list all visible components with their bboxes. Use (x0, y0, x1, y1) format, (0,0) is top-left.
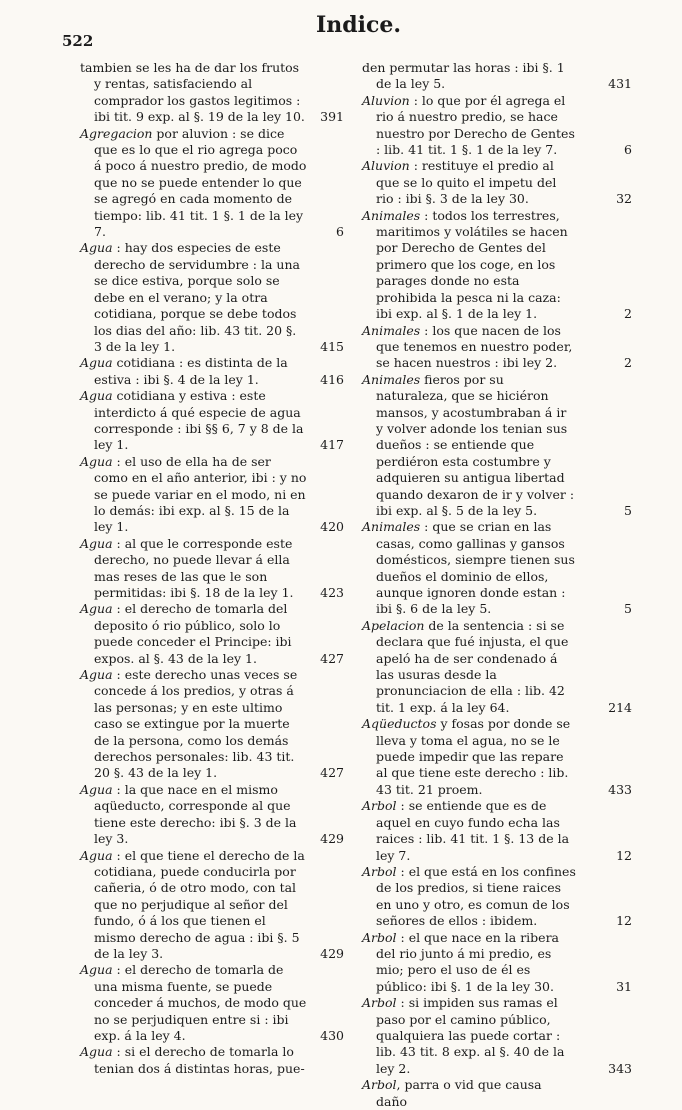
index-entry (80, 667, 344, 782)
entry-page-ref: 2 (624, 306, 632, 322)
entry-page-ref: 32 (616, 191, 632, 207)
entry-page-ref: 415 (320, 338, 344, 354)
entry-text: cotidiana : es distinta de la estiva : ibi §. 4 de la ley 1. (94, 355, 288, 387)
index-entry (80, 453, 344, 536)
index-entry (362, 929, 632, 996)
index-entry (80, 1044, 338, 1077)
index-entry (80, 388, 344, 454)
entry-page-ref: 12 (616, 913, 632, 929)
entry-text: y fosas por donde se lleva y toma el agua, no se le puede impedir que las repare al que tiene este derecho : lib. 43 tit. 21 proem. (376, 716, 571, 797)
entry-text: den permutar las horas : ibi §. 1 de la ley 5. (362, 60, 565, 92)
entry-term: Agua (80, 1044, 113, 1060)
entry-text: : el derecho de tomarla de una misma fuente, se puede conceder á muchos, de modo que no se perjudiquen entre si : ibi exp. á la ley 4. (94, 962, 307, 1043)
entry-text: : restituye el predio al que se lo quito el impetu del rio : ibi §. 3 de la ley 30. (376, 158, 557, 207)
entry-page-ref: 427 (320, 765, 344, 781)
entry-text: : los que nacen de los que tenemos en nuestro poder, se hacen nuestros : ibi ley 2. (376, 322, 573, 371)
entry-term: Aluvion (362, 158, 410, 174)
entry-text: de la sentencia : si se declara que fué injusta, el que apeló ha de ser condenado á las usuras desde la pronunciacion de ella : lib. 42 tit. 1 exp. á la ley 64. (376, 617, 569, 715)
entry-page-ref: 423 (320, 585, 344, 600)
entry-text: : al que le corresponde este derecho, no puede llevar á ella mas reses de las que le son permitidas: ibi §. 18 de la ley 1. (94, 535, 294, 600)
entry-page-ref: 2 (624, 355, 632, 371)
entry-term: Agua (80, 601, 113, 617)
entry-term: Arbol (362, 1077, 397, 1093)
entry-text: : si impiden sus ramas el paso por el camino público, qualquiera las puede cortar : lib. 43 tit. 8 exp. al §. 40 de la ley 2. (376, 995, 565, 1076)
entry-page-ref: 429 (320, 945, 344, 961)
index-entry (362, 371, 632, 520)
entry-text: : que se crian en las casas, como gallinas y gansos domésticos, siempre tienen sus dueños el dominio de ellos, aunque ignoren donde estan : ibi §. 6 de la ley 5. (376, 519, 575, 617)
entry-text: fieros por su naturaleza, que se hiciéron mansos, y acostumbraban á ir y volver adonde los tenian sus dueños : se entiende que perdiéron esta costumbre y adquieren su antigua libertad quando dexaron de ir y volver : ibi exp. al §. 5 de la ley 5. (376, 371, 575, 518)
entry-page-ref: 416 (320, 371, 344, 387)
index-entry (80, 60, 344, 126)
index-entry (362, 716, 632, 798)
index-entry (362, 519, 632, 617)
index-column-right (362, 60, 632, 1110)
page-title: Indice. (316, 12, 402, 38)
entry-term: Arbol (362, 863, 397, 879)
index-entry (362, 863, 632, 930)
entry-text: : el que tiene el derecho de la cotidiana, puede conducirla por cañeria, ó de otro modo, con tal que no perjudique al señor del fundo, ó á los que tienen el mismo derecho de agua : ibi §. 5 de la ley 3. (94, 847, 305, 961)
entry-text: por aluvion : se dice que es lo que el rio agrega poco á poco á nuestro predio, de modo que no se puede entender lo que se agregó en cada momento de tiempo: lib. 41 tit. 1 §. 1 de la ley 7. (94, 125, 307, 240)
entry-term: Agua (80, 388, 113, 404)
entry-page-ref: 12 (616, 847, 632, 863)
index-entry (80, 535, 344, 602)
entry-term: Agua (80, 847, 113, 863)
index-entry (362, 617, 632, 716)
entry-text: : el que nace en la ribera del rio junto á mi predio, es mio; pero el uso de él es público: ibi §. 1 de la ley 30. (376, 929, 560, 994)
index-entry (362, 1077, 606, 1110)
index-entry (80, 240, 344, 355)
index-entry (362, 322, 632, 372)
entry-term: Arbol (362, 798, 397, 814)
index-entry (80, 125, 344, 241)
entry-text: : todos los terrestres, maritimos y volátiles se hacen por Derecho de Gentes del primero que los coge, en los parages donde no esta prohibida la pesca ni la caza: ibi exp. al §. 1 de la ley 1. (376, 207, 568, 322)
entry-text: : el derecho de tomarla del deposito ó rio público, solo lo puede conceder el Principe: ibi expos. al §. 43 de la ley 1. (94, 601, 292, 666)
entry-text: tambien se les ha de dar los frutos y rentas, satisfaciendo al comprador los gastos legitimos : ibi tit. 9 exp. al §. 19 de la ley 10. (80, 60, 305, 125)
entry-text: : este derecho unas veces se concede á los predios, y otras á las personas; y en este ultimo caso se extingue por la muerte de la persona, como los demás derechos personales: lib. 43 tit. 20 §. 43 de la ley 1. (94, 667, 298, 781)
entry-page-ref: 427 (320, 650, 344, 666)
entry-term: Agua (80, 355, 113, 371)
entry-text: : hay dos especies de este derecho de servidumbre : la una se dice estiva, porque solo se debe en el verano; y la otra cotidiana, porque se debe todos los dias del año: lib. 43 tit. 20 §. 3 de la ley 1. (94, 240, 300, 354)
entry-text: : el que está en los confines de los predios, si tiene raices en uno y otro, es comun de los señores de ellos : ibidem. (376, 863, 576, 929)
entry-term: Agua (80, 781, 113, 797)
entry-text: : el uso de ella ha de ser como en el año anterior, ibi : y no se puede variar en el modo, ni en lo demás: ibi exp. al §. 15 de la ley 1. (94, 453, 307, 535)
entry-page-ref: 417 (320, 437, 344, 453)
entry-term: Agua (80, 962, 113, 978)
index-entry (80, 355, 344, 388)
entry-term: Arbol (362, 929, 397, 945)
index-entry (362, 995, 632, 1077)
entry-page-ref: 214 (608, 699, 632, 715)
entry-text: : si el derecho de tomarla lo tenian dos á distintas horas, pue- (94, 1044, 305, 1076)
entry-page-ref: 420 (320, 519, 344, 535)
entry-text: cotidiana y estiva : este interdicto á qué especie de agua corresponde : ibi §§ 6, 7 y 8 de la ley 1. (94, 388, 304, 453)
page-header (0, 10, 682, 50)
entry-page-ref: 6 (624, 142, 632, 158)
entry-term: Agregacion (80, 125, 153, 141)
index-entry (362, 207, 632, 323)
page-number: 522 (62, 32, 94, 50)
entry-term: Agua (80, 240, 113, 256)
entry-page-ref: 5 (624, 601, 632, 617)
index-entry (362, 92, 632, 159)
entry-page-ref: 5 (624, 502, 632, 518)
entry-page-ref: 31 (616, 978, 632, 994)
entry-page-ref: 433 (608, 781, 632, 797)
entry-term: Animales (362, 371, 421, 387)
entry-term: Aqüeductos (362, 716, 437, 732)
entry-term: Agua (80, 453, 113, 469)
entry-page-ref: 391 (320, 109, 344, 125)
index-entry (80, 847, 344, 963)
entry-page-ref: 431 (608, 76, 632, 92)
entry-term: Agua (80, 535, 113, 551)
index-entry (362, 158, 632, 207)
entry-text: : la que nace en el mismo aqüeducto, corresponde al que tiene este derecho: ibi §. 3 de la ley 3. (94, 781, 297, 847)
index-entry (80, 601, 344, 667)
entry-term: Arbol (362, 995, 397, 1011)
index-entry (362, 60, 632, 93)
entry-page-ref: 430 (320, 1027, 344, 1043)
entry-term: Animales (362, 322, 421, 338)
entry-term: Aluvion (362, 92, 410, 108)
entry-term: Animales (362, 519, 421, 535)
entry-text: : lo que por él agrega el rio á nuestro predio, se hace nuestro por Derecho de Gentes : lib. 41 tit. 1 §. 1 de la ley 7. (376, 92, 575, 158)
entry-term: Animales (362, 207, 421, 223)
index-entry (80, 962, 344, 1044)
entry-text: : se entiende que es de aquel en cuyo fundo echa las raices : lib. 41 tit. 1 §. 13 de la ley 7. (376, 798, 570, 863)
entry-term: Apelacion (362, 617, 425, 633)
entry-page-ref: 343 (608, 1060, 632, 1076)
index-entry (80, 781, 344, 848)
entry-text: , parra o vid que causa daño (376, 1077, 542, 1109)
entry-page-ref: 429 (320, 831, 344, 847)
index-entry (362, 798, 632, 864)
entry-term: Agua (80, 667, 113, 683)
entry-page-ref: 6 (336, 224, 344, 240)
index-column-left (80, 60, 344, 1077)
